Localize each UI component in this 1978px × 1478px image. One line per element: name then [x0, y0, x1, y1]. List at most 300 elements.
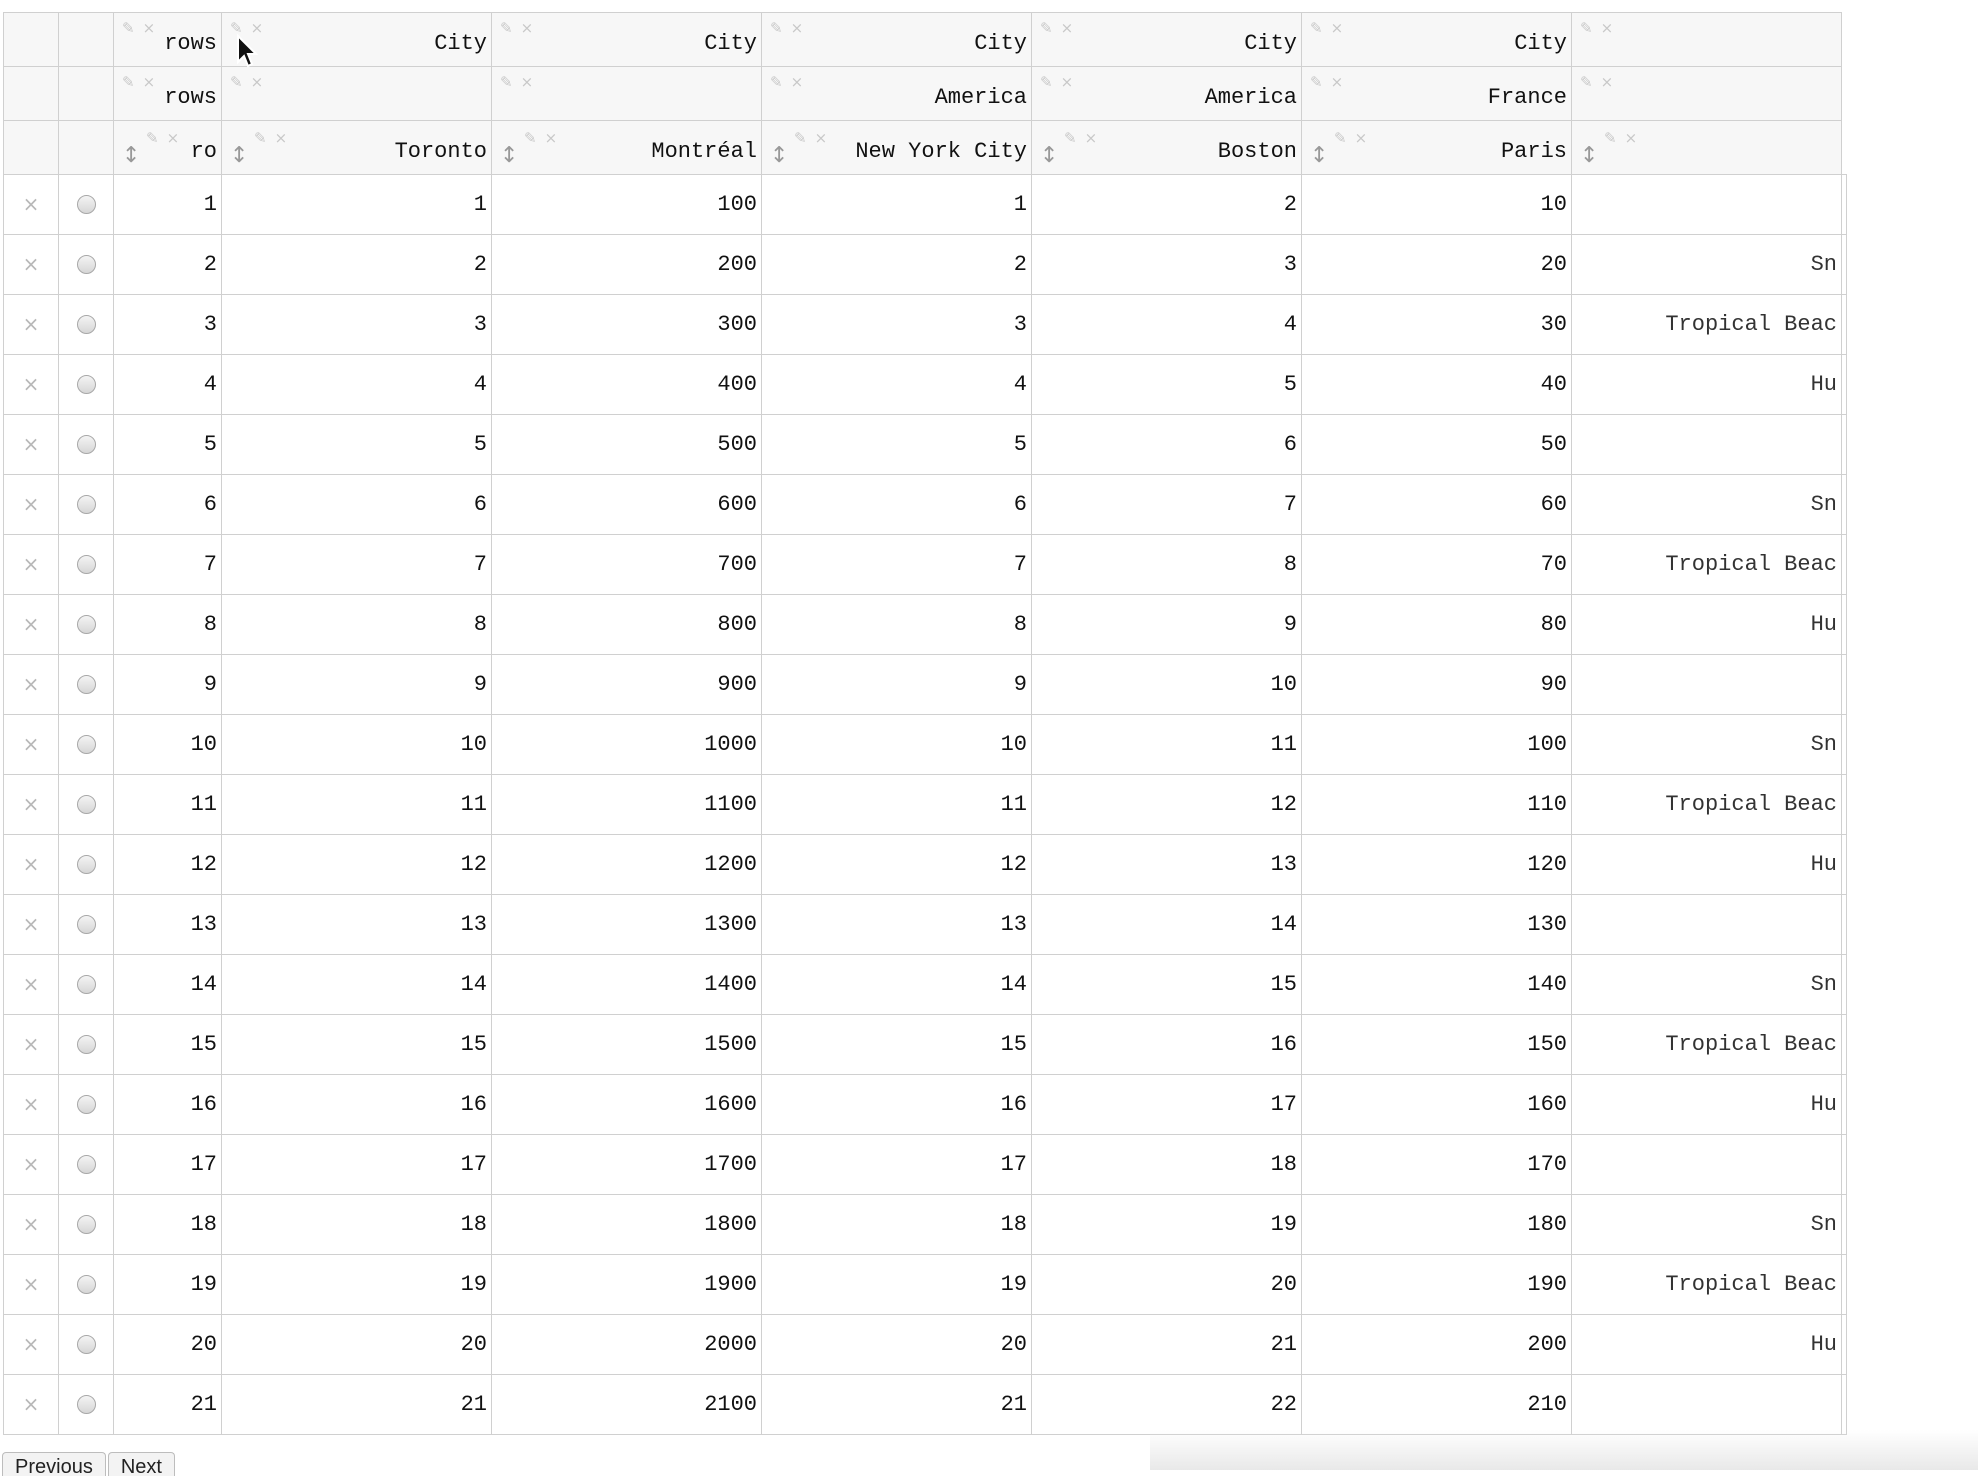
column-header[interactable]: [1302, 121, 1572, 175]
select-row-cell: [59, 595, 114, 655]
table-cell[interactable]: 14: [762, 955, 1032, 1015]
table-cell[interactable]: 20: [222, 1315, 492, 1375]
close-icon[interactable]: ×: [22, 1031, 40, 1056]
column-header[interactable]: [114, 13, 222, 67]
close-icon[interactable]: ×: [1084, 129, 1098, 147]
close-icon[interactable]: ×: [22, 1211, 40, 1236]
table-cell[interactable]: 160: [1302, 1075, 1572, 1135]
table-cell[interactable]: 1800: [492, 1195, 762, 1255]
table-cell[interactable]: 5: [1032, 355, 1302, 415]
table-cell: [1842, 535, 1847, 595]
row-radio[interactable]: [77, 855, 96, 874]
table-cell[interactable]: 100: [1302, 715, 1572, 775]
table-row: [4, 175, 1847, 235]
table-cell[interactable]: 60: [1302, 475, 1572, 535]
table-row: [4, 835, 1847, 895]
column-header[interactable]: [762, 67, 1032, 121]
column-header[interactable]: [114, 67, 222, 121]
close-icon[interactable]: ×: [1600, 19, 1614, 37]
table-cell[interactable]: 20: [1302, 235, 1572, 295]
column-header[interactable]: [762, 13, 1032, 67]
pencil-icon[interactable]: ✎: [1604, 129, 1617, 147]
pencil-icon[interactable]: ✎: [122, 19, 135, 37]
table-cell[interactable]: 19: [762, 1255, 1032, 1315]
select-row-cell: [59, 1135, 114, 1195]
pencil-icon[interactable]: ✎: [1310, 19, 1323, 37]
table-row: [4, 1255, 1847, 1315]
table-cell[interactable]: 12: [222, 835, 492, 895]
table-cell[interactable]: 140: [1302, 955, 1572, 1015]
select-row-cell: [59, 1315, 114, 1375]
table-cell[interactable]: [1572, 415, 1842, 475]
close-icon[interactable]: ×: [22, 791, 40, 816]
close-icon[interactable]: ×: [22, 971, 40, 996]
table-cell[interactable]: 50: [1302, 415, 1572, 475]
close-icon[interactable]: ×: [22, 611, 40, 636]
pencil-icon[interactable]: ✎: [500, 19, 513, 37]
column-header[interactable]: [1572, 67, 1842, 121]
row-radio[interactable]: [77, 615, 96, 634]
table-cell[interactable]: 10: [1032, 655, 1302, 715]
table-cell[interactable]: 11: [114, 775, 222, 835]
table-cell[interactable]: 900: [492, 655, 762, 715]
table-cell[interactable]: 7: [222, 535, 492, 595]
table-cell[interactable]: Hu: [1572, 595, 1842, 655]
table-cell[interactable]: 18: [1032, 1135, 1302, 1195]
close-icon[interactable]: ×: [22, 371, 40, 396]
table-cell[interactable]: 16: [222, 1075, 492, 1135]
pencil-icon[interactable]: ✎: [1040, 73, 1053, 91]
close-icon[interactable]: ×: [1354, 129, 1368, 147]
close-icon[interactable]: ×: [1624, 129, 1638, 147]
select-row-cell: [59, 295, 114, 355]
table-cell[interactable]: 6: [762, 475, 1032, 535]
table-cell[interactable]: 1400: [492, 955, 762, 1015]
sort-icon[interactable]: ↕: [1040, 143, 1059, 168]
table-row: [4, 1015, 1847, 1075]
row-radio[interactable]: [77, 195, 96, 214]
row-radio[interactable]: [77, 1095, 96, 1114]
table-cell[interactable]: 13: [114, 895, 222, 955]
table-cell[interactable]: 15: [114, 1015, 222, 1075]
row-radio[interactable]: [77, 1275, 96, 1294]
pencil-icon[interactable]: ✎: [1040, 19, 1053, 37]
table-cell[interactable]: 20: [762, 1315, 1032, 1375]
table-cell[interactable]: 130: [1302, 895, 1572, 955]
pencil-icon[interactable]: ✎: [122, 73, 135, 91]
row-radio[interactable]: [77, 315, 96, 334]
table-cell[interactable]: 17: [1032, 1075, 1302, 1135]
table-cell[interactable]: 13: [1032, 835, 1302, 895]
close-icon[interactable]: ×: [1060, 73, 1074, 91]
close-icon[interactable]: ×: [22, 1391, 40, 1416]
table-cell[interactable]: 2: [222, 235, 492, 295]
row-radio[interactable]: [77, 1335, 96, 1354]
table-cell[interactable]: 2: [762, 235, 1032, 295]
close-icon[interactable]: ×: [520, 73, 534, 91]
table-cell[interactable]: 21: [114, 1375, 222, 1435]
close-icon[interactable]: ×: [544, 129, 558, 147]
close-icon[interactable]: ×: [22, 1151, 40, 1176]
delete-row-cell: [4, 1075, 59, 1135]
table-cell[interactable]: Tropical Beac: [1572, 295, 1842, 355]
row-radio[interactable]: [77, 675, 96, 694]
column-header[interactable]: [1572, 13, 1842, 67]
table-cell[interactable]: [1572, 895, 1842, 955]
close-icon[interactable]: ×: [142, 19, 156, 37]
column-header[interactable]: [1032, 67, 1302, 121]
table-cell[interactable]: 16: [1032, 1015, 1302, 1075]
delete-row-cell: [4, 415, 59, 475]
table-cell[interactable]: 14: [1032, 895, 1302, 955]
table-cell[interactable]: 1100: [492, 775, 762, 835]
table-cell[interactable]: 21: [222, 1375, 492, 1435]
table-cell[interactable]: 9: [114, 655, 222, 715]
table-cell[interactable]: 3: [1032, 235, 1302, 295]
row-radio[interactable]: [77, 915, 96, 934]
row-radio[interactable]: [77, 1035, 96, 1054]
table-cell[interactable]: Tropical Beac: [1572, 1255, 1842, 1315]
close-icon[interactable]: ×: [22, 1271, 40, 1296]
table-cell[interactable]: 12: [1032, 775, 1302, 835]
table-cell[interactable]: 13: [222, 895, 492, 955]
table-cell[interactable]: 16: [114, 1075, 222, 1135]
table-cell[interactable]: 20: [1032, 1255, 1302, 1315]
pencil-icon[interactable]: ✎: [146, 129, 159, 147]
table-cell[interactable]: Hu: [1572, 355, 1842, 415]
column-header[interactable]: [1032, 13, 1302, 67]
table-cell[interactable]: Tropical Beac: [1572, 535, 1842, 595]
select-row-cell: [59, 235, 114, 295]
close-icon[interactable]: ×: [22, 311, 40, 336]
table-cell[interactable]: 13: [762, 895, 1032, 955]
table-cell[interactable]: 2000: [492, 1315, 762, 1375]
table-cell[interactable]: 10: [114, 715, 222, 775]
table-cell[interactable]: 4: [222, 355, 492, 415]
table-cell[interactable]: [1572, 655, 1842, 715]
table-cell[interactable]: 150: [1302, 1015, 1572, 1075]
table-cell[interactable]: 120: [1302, 835, 1572, 895]
close-icon[interactable]: ×: [22, 851, 40, 876]
pencil-icon[interactable]: ✎: [1334, 129, 1347, 147]
table-cell[interactable]: 20: [114, 1315, 222, 1375]
header-label: New York City: [855, 139, 1027, 164]
column-header[interactable]: [222, 121, 492, 175]
row-radio[interactable]: [77, 495, 96, 514]
select-row-cell: [59, 835, 114, 895]
table-cell[interactable]: 14: [114, 955, 222, 1015]
pencil-icon[interactable]: ✎: [794, 129, 807, 147]
table-cell[interactable]: 4: [762, 355, 1032, 415]
table-cell[interactable]: 7: [762, 535, 1032, 595]
table-cell[interactable]: 19: [1032, 1195, 1302, 1255]
table-cell[interactable]: [1572, 175, 1842, 235]
column-header[interactable]: [492, 67, 762, 121]
table-cell[interactable]: Tropical Beac: [1572, 775, 1842, 835]
table-cell[interactable]: 6: [114, 475, 222, 535]
pencil-icon[interactable]: ✎: [230, 73, 243, 91]
close-icon[interactable]: ×: [1330, 73, 1344, 91]
table-cell[interactable]: 14: [222, 955, 492, 1015]
table-cell[interactable]: 21: [762, 1375, 1032, 1435]
header-tools: [794, 129, 835, 147]
table-cell[interactable]: 2: [114, 235, 222, 295]
select-row-cell: [59, 175, 114, 235]
table-cell[interactable]: Hu: [1572, 1315, 1842, 1375]
table-cell[interactable]: 17: [114, 1135, 222, 1195]
delete-row-cell: [4, 235, 59, 295]
column-header[interactable]: [492, 121, 762, 175]
select-row-cell: [59, 1015, 114, 1075]
sort-icon[interactable]: ↕: [500, 143, 519, 168]
table-cell[interactable]: 110: [1302, 775, 1572, 835]
table-cell[interactable]: 2100: [492, 1375, 762, 1435]
row-radio[interactable]: [77, 255, 96, 274]
table-cell[interactable]: 22: [1032, 1375, 1302, 1435]
table-cell[interactable]: 4: [114, 355, 222, 415]
table-cell[interactable]: 18: [762, 1195, 1032, 1255]
pencil-icon[interactable]: ✎: [1310, 73, 1323, 91]
row-radio[interactable]: [77, 555, 96, 574]
close-icon[interactable]: ×: [1060, 19, 1074, 37]
table-cell[interactable]: 600: [492, 475, 762, 535]
header-label: Montréal: [651, 139, 757, 164]
column-header[interactable]: [222, 67, 492, 121]
header-tools: [500, 73, 541, 91]
row-radio[interactable]: [77, 735, 96, 754]
close-icon[interactable]: ×: [1600, 73, 1614, 91]
table-cell[interactable]: Sn: [1572, 475, 1842, 535]
table-cell[interactable]: 500: [492, 415, 762, 475]
table-cell[interactable]: 70: [1302, 535, 1572, 595]
header-label: City: [704, 31, 757, 56]
close-icon[interactable]: ×: [142, 73, 156, 91]
table-cell[interactable]: 8: [1032, 535, 1302, 595]
close-icon[interactable]: ×: [22, 491, 40, 516]
delete-row-cell: [4, 715, 59, 775]
close-icon[interactable]: ×: [22, 1091, 40, 1116]
table-cell[interactable]: 200: [492, 235, 762, 295]
table-cell[interactable]: 30: [1302, 295, 1572, 355]
table-cell[interactable]: 1500: [492, 1015, 762, 1075]
close-icon[interactable]: ×: [790, 73, 804, 91]
table-cell[interactable]: 190: [1302, 1255, 1572, 1315]
close-icon[interactable]: ×: [166, 129, 180, 147]
table-cell[interactable]: 8: [114, 595, 222, 655]
pencil-icon[interactable]: ✎: [1064, 129, 1077, 147]
close-icon[interactable]: ×: [520, 19, 534, 37]
pencil-icon[interactable]: ✎: [770, 73, 783, 91]
table-cell[interactable]: 170: [1302, 1135, 1572, 1195]
table-cell[interactable]: 80: [1302, 595, 1572, 655]
table-cell[interactable]: 1300: [492, 895, 762, 955]
sort-icon[interactable]: ↕: [1310, 143, 1329, 168]
row-radio[interactable]: [77, 1395, 96, 1414]
table-cell: [1842, 1375, 1847, 1435]
table-cell[interactable]: 400: [492, 355, 762, 415]
corner-cell: [59, 67, 114, 121]
table-cell[interactable]: 1900: [492, 1255, 762, 1315]
table-cell[interactable]: 210: [1302, 1375, 1572, 1435]
row-radio[interactable]: [77, 975, 96, 994]
close-icon[interactable]: ×: [274, 129, 288, 147]
table-cell[interactable]: 700: [492, 535, 762, 595]
close-icon[interactable]: ×: [1330, 19, 1344, 37]
table-cell[interactable]: 1200: [492, 835, 762, 895]
row-radio[interactable]: [77, 1155, 96, 1174]
pencil-icon[interactable]: ✎: [524, 129, 537, 147]
sort-icon[interactable]: ↕: [122, 143, 141, 168]
table-cell[interactable]: 17: [762, 1135, 1032, 1195]
row-radio[interactable]: [77, 435, 96, 454]
close-icon[interactable]: ×: [250, 19, 264, 37]
table-cell[interactable]: 9: [1032, 595, 1302, 655]
close-icon[interactable]: ×: [22, 1331, 40, 1356]
table-cell: [1842, 1135, 1847, 1195]
close-icon[interactable]: ×: [814, 129, 828, 147]
table-cell: [1842, 715, 1847, 775]
close-icon[interactable]: ×: [22, 671, 40, 696]
table-cell[interactable]: 8: [762, 595, 1032, 655]
table-cell[interactable]: 800: [492, 595, 762, 655]
table-cell: [1842, 235, 1847, 295]
table-row: [4, 1375, 1847, 1435]
table-cell[interactable]: Sn: [1572, 715, 1842, 775]
table-cell[interactable]: 12: [114, 835, 222, 895]
table-cell[interactable]: Sn: [1572, 235, 1842, 295]
table-cell[interactable]: 19: [114, 1255, 222, 1315]
table-cell[interactable]: Hu: [1572, 1075, 1842, 1135]
column-header[interactable]: [492, 13, 762, 67]
table-cell[interactable]: Sn: [1572, 955, 1842, 1015]
table-cell[interactable]: 300: [492, 295, 762, 355]
pencil-icon[interactable]: ✎: [770, 19, 783, 37]
table-cell[interactable]: 200: [1302, 1315, 1572, 1375]
close-icon[interactable]: ×: [22, 911, 40, 936]
table-cell[interactable]: 10: [762, 715, 1032, 775]
table-cell[interactable]: 3: [762, 295, 1032, 355]
close-icon[interactable]: ×: [22, 431, 40, 456]
table-cell[interactable]: Sn: [1572, 1195, 1842, 1255]
table-cell[interactable]: 180: [1302, 1195, 1572, 1255]
table-cell[interactable]: [1572, 1135, 1842, 1195]
table-row: [4, 775, 1847, 835]
column-header[interactable]: [222, 13, 492, 67]
header-tools: [1040, 73, 1081, 91]
table-cell[interactable]: 12: [762, 835, 1032, 895]
table-cell[interactable]: 16: [762, 1075, 1032, 1135]
table-viewport[interactable]: [3, 12, 1837, 1452]
table-cell[interactable]: 5: [222, 415, 492, 475]
pencil-icon[interactable]: ✎: [1580, 19, 1593, 37]
delete-row-cell: [4, 1195, 59, 1255]
table-cell[interactable]: 9: [222, 655, 492, 715]
table-cell[interactable]: 10: [1302, 175, 1572, 235]
table-cell[interactable]: 9: [762, 655, 1032, 715]
pencil-icon[interactable]: ✎: [1580, 73, 1593, 91]
sort-icon[interactable]: ↕: [1580, 143, 1599, 168]
row-radio[interactable]: [77, 375, 96, 394]
pencil-icon[interactable]: ✎: [230, 19, 243, 37]
table-cell[interactable]: 21: [1032, 1315, 1302, 1375]
table-cell[interactable]: 5: [762, 415, 1032, 475]
column-header[interactable]: [1302, 13, 1572, 67]
header-label: Paris: [1500, 139, 1567, 164]
table-cell[interactable]: 18: [114, 1195, 222, 1255]
table-cell[interactable]: 100: [492, 175, 762, 235]
table-cell[interactable]: 11: [1032, 715, 1302, 775]
sort-icon[interactable]: ↕: [230, 143, 249, 168]
table-cell[interactable]: 15: [222, 1015, 492, 1075]
table-cell[interactable]: 5: [114, 415, 222, 475]
table-cell[interactable]: 10: [222, 715, 492, 775]
table-cell[interactable]: 1: [114, 175, 222, 235]
close-icon[interactable]: ×: [22, 551, 40, 576]
table-cell[interactable]: 15: [762, 1015, 1032, 1075]
table-cell[interactable]: 3: [114, 295, 222, 355]
mouse-cursor-icon: [236, 34, 260, 70]
table-cell[interactable]: 18: [222, 1195, 492, 1255]
table-cell[interactable]: 1: [762, 175, 1032, 235]
table-cell[interactable]: 15: [1032, 955, 1302, 1015]
table-cell[interactable]: 6: [1032, 415, 1302, 475]
pencil-icon[interactable]: ✎: [254, 129, 267, 147]
header-label: City: [974, 31, 1027, 56]
table-cell[interactable]: 1700: [492, 1135, 762, 1195]
sort-icon[interactable]: ↕: [770, 143, 789, 168]
table-cell[interactable]: 2: [1032, 175, 1302, 235]
column-header[interactable]: [1572, 121, 1842, 175]
table-cell[interactable]: 7: [114, 535, 222, 595]
table-cell[interactable]: Hu: [1572, 835, 1842, 895]
pencil-icon[interactable]: ✎: [500, 73, 513, 91]
table-cell[interactable]: 90: [1302, 655, 1572, 715]
close-icon[interactable]: ×: [250, 73, 264, 91]
table-cell[interactable]: 8: [222, 595, 492, 655]
table-row: [4, 955, 1847, 1015]
close-icon[interactable]: ×: [22, 191, 40, 216]
previous-button[interactable]: Previous: [2, 1452, 106, 1476]
close-icon[interactable]: ×: [22, 251, 40, 276]
table-cell[interactable]: 1000: [492, 715, 762, 775]
table-cell: [1842, 355, 1847, 415]
table-cell[interactable]: Tropical Beac: [1572, 1015, 1842, 1075]
table-cell[interactable]: 19: [222, 1255, 492, 1315]
table-cell[interactable]: 6: [222, 475, 492, 535]
next-button[interactable]: Next: [108, 1452, 175, 1476]
table-cell[interactable]: 40: [1302, 355, 1572, 415]
table-cell[interactable]: 1600: [492, 1075, 762, 1135]
column-header[interactable]: [114, 121, 222, 175]
table-cell[interactable]: 11: [762, 775, 1032, 835]
header-tools: [500, 19, 541, 37]
column-header[interactable]: [1032, 121, 1302, 175]
table-cell[interactable]: 11: [222, 775, 492, 835]
column-header[interactable]: [762, 121, 1032, 175]
table-cell[interactable]: [1572, 1375, 1842, 1435]
table-cell[interactable]: 3: [222, 295, 492, 355]
table-cell[interactable]: 1: [222, 175, 492, 235]
table-cell[interactable]: 4: [1032, 295, 1302, 355]
table-cell[interactable]: 7: [1032, 475, 1302, 535]
table-cell[interactable]: 17: [222, 1135, 492, 1195]
row-radio[interactable]: [77, 1215, 96, 1234]
header-tools: [770, 73, 811, 91]
column-header[interactable]: [1302, 67, 1572, 121]
row-radio[interactable]: [77, 795, 96, 814]
close-icon[interactable]: ×: [22, 731, 40, 756]
close-icon[interactable]: ×: [790, 19, 804, 37]
